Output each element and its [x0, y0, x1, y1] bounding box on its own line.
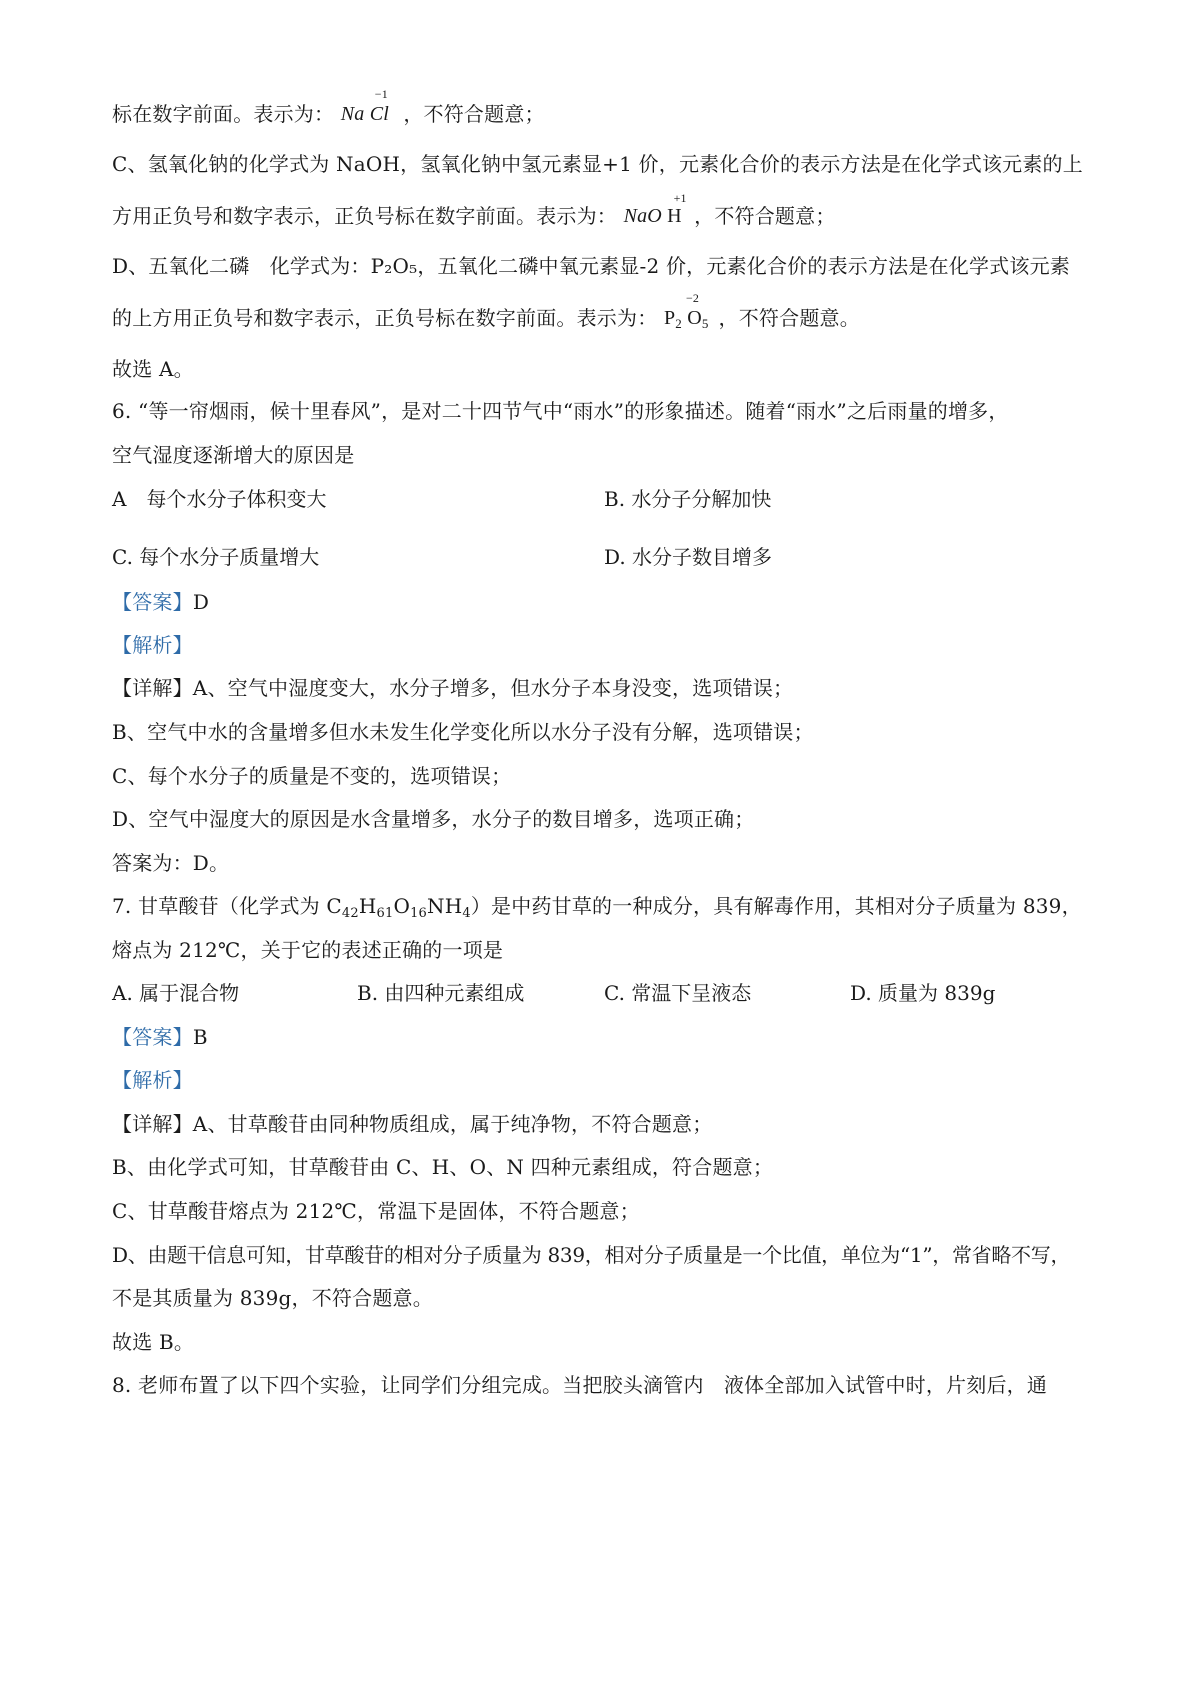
valence-formula	[340, 87, 397, 128]
question-7-option-d: D. 质量为 839g	[850, 981, 996, 1005]
formula-subscript: 16	[410, 906, 428, 921]
question-7-stem	[112, 892, 1082, 920]
formula-base: Na Cl	[340, 103, 390, 125]
formula-subscript: 5	[701, 316, 709, 331]
line-text: ，不符合题意；	[694, 204, 836, 228]
question-7-detail: 不是其质量为 839g，不符合题意。	[112, 1286, 433, 1310]
question-6-option-c: C. 每个水分子质量增大	[112, 545, 320, 569]
text-line: D、五氧化二磷 化学式为：P₂O₅，五氧化二磷中氧元素显-2 价，元素化合价的表示方法是在化学式该元素	[112, 254, 1070, 278]
text-line	[112, 87, 545, 128]
question-7-option-c: C. 常温下呈液态	[604, 981, 752, 1005]
answer-value: B	[192, 1025, 208, 1049]
formula-subscript: 42	[341, 906, 359, 921]
question-7-analysis-tag: 【解析】	[112, 1068, 193, 1092]
question-6-stem: 6. “等一帘烟雨，候十里春风”，是对二十四节气中“雨水”的形象描述。随着“雨水”之后雨量的增多，	[112, 399, 1009, 423]
text-line: 故选 A。	[112, 357, 194, 381]
question-7-option-a: A. 属于混合物	[112, 981, 240, 1005]
answer-tag: 【答案】	[112, 590, 193, 614]
answer-value: D	[192, 590, 210, 614]
line-text: 标在数字前面。表示为：	[112, 102, 335, 126]
formula-base: O	[393, 894, 411, 918]
text-line: C、氢氧化钠的化学式为 NaOH，氢氧化钠中氢元素显+1 价，元素化合价的表示方法是在化学式该元素的上	[112, 152, 1083, 176]
valence-superscript: −2	[685, 291, 700, 305]
question-7-detail: C、甘草酸苷熔点为 212℃，常温下是固体，不符合题意；	[112, 1199, 640, 1223]
question-7-stem: 熔点为 212℃，关于它的表述正确的一项是	[112, 938, 504, 962]
text-line	[112, 291, 860, 332]
valence-superscript: −1	[374, 87, 388, 101]
question-6-detail: B、空气中水的含量增多但水未发生化学变化所以水分子没有分解，选项错误；	[112, 720, 814, 744]
question-6-stem: 空气湿度逐渐增大的原因是	[112, 443, 355, 467]
question-6-detail: D、空气中湿度大的原因是水含量增多，水分子的数目增多，选项正确；	[112, 807, 755, 831]
line-text: 7. 甘草酸苷（化学式为 C	[112, 894, 342, 918]
question-6-detail: C、每个水分子的质量是不变的，选项错误；	[112, 764, 512, 788]
question-6-analysis-tag: 【解析】	[112, 633, 193, 657]
line-text: ，不符合题意。	[718, 306, 860, 330]
question-6-option-a: A 每个水分子体积变大	[112, 487, 327, 511]
question-7-detail: D、由题干信息可知，甘草酸苷的相对分子质量为 839，相对分子质量是一个比值，单位为“1”，常省略不写，	[112, 1243, 1071, 1267]
valence-superscript: +1	[673, 191, 687, 205]
formula-subscript: 2	[675, 316, 682, 331]
question-6-answer	[112, 588, 209, 616]
line-text: ，不符合题意；	[403, 102, 545, 126]
text-line	[112, 191, 836, 230]
question-7-detail: B、由化学式可知，甘草酸苷由 C、H、O、N 四种元素组成，符合题意；	[112, 1155, 774, 1179]
answer-tag: 【答案】	[112, 1025, 193, 1049]
question-7-detail: 故选 B。	[112, 1330, 195, 1354]
question-6-option-b: B. 水分子分解加快	[604, 487, 772, 511]
formula-subscript: 4	[462, 906, 471, 921]
question-6-detail: 答案为：D。	[112, 851, 230, 875]
formula-base: O	[687, 307, 702, 329]
question-6-option-d: D. 水分子数目增多	[604, 545, 773, 569]
formula-base: H	[667, 205, 682, 227]
valence-formula	[623, 191, 688, 230]
line-text: 方用正负号和数字表示，正负号标在数字前面。表示为：	[112, 204, 617, 228]
question-7-answer	[112, 1023, 208, 1051]
formula-base: P	[663, 307, 676, 329]
formula-base: H	[358, 894, 377, 918]
formula-subscript: 61	[376, 906, 394, 921]
valence-formula	[663, 291, 712, 332]
formula-base: NaO	[623, 205, 662, 227]
question-7-detail: 【详解】A、甘草酸苷由同种物质组成，属于纯净物，不符合题意；	[112, 1112, 713, 1136]
question-7-option-b: B. 由四种元素组成	[357, 981, 525, 1005]
question-6-detail: 【详解】A、空气中湿度变大，水分子增多，但水分子本身没变，选项错误；	[112, 676, 794, 700]
question-8-stem: 8. 老师布置了以下四个实验，让同学们分组完成。当把胶头滴管内 液体全部加入试管中时，片刻后，通	[112, 1373, 1048, 1397]
line-text: ）是中药甘草的一种成分，具有解毒作用，其相对分子质量为 839，	[470, 894, 1082, 918]
formula-base: NH	[427, 894, 463, 918]
line-text: 的上方用正负号和数字表示，正负号标在数字前面。表示为：	[112, 306, 658, 330]
